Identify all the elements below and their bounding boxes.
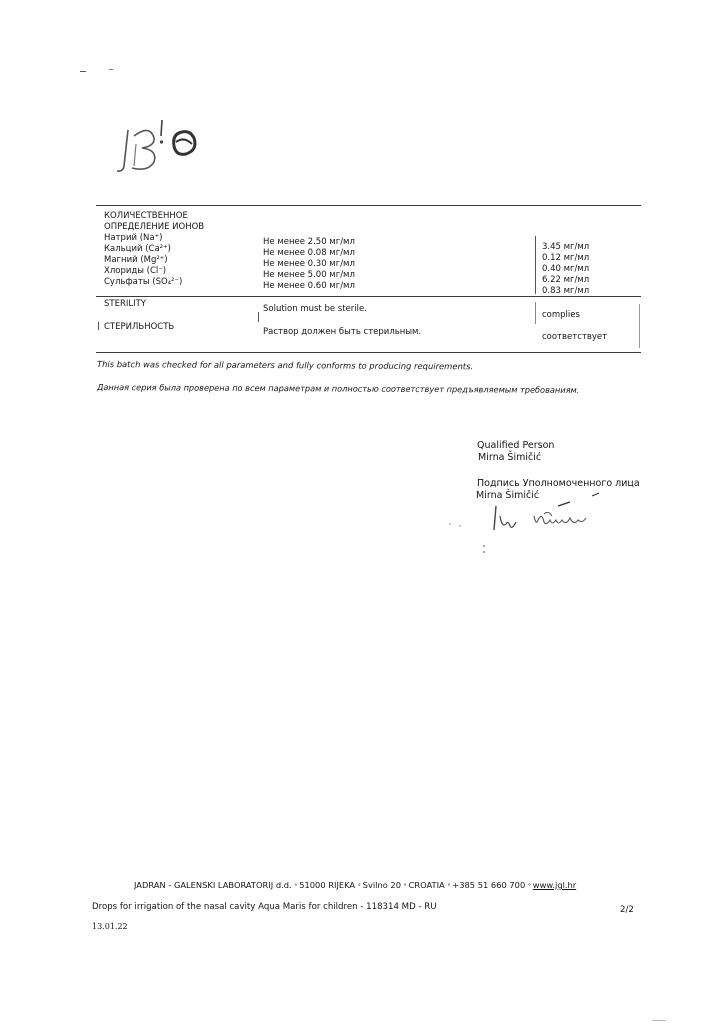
sterility-result-en: complies (542, 310, 580, 320)
scan-mark (80, 71, 86, 72)
table-top-rule (96, 205, 641, 206)
ion-name: Магний (Mg²⁺) (104, 255, 168, 265)
ion-result: 0.12 мг/мл (542, 253, 590, 263)
separator-dot: ° (403, 883, 409, 890)
ion-name: Хлориды (Cl⁻) (104, 266, 167, 276)
handwritten-signature (440, 486, 610, 558)
conclusion-ru: Данная серия была проверена по всем параметрам и полностью соответствует предъявляемым требованиям. (96, 382, 580, 395)
ion-requirement: Не менее 0.30 мг/мл (263, 259, 355, 269)
company-name: JADRAN - GALENSKI LABORATORIJ d.d. (134, 880, 292, 890)
page-number: 2/2 (620, 905, 634, 915)
company-address-line (134, 880, 576, 892)
ion-result: 0.83 мг/мл (542, 286, 590, 296)
table-edge-mark (98, 322, 99, 330)
table-column-divider (535, 302, 536, 324)
company-country: CROATIA (408, 880, 445, 890)
qualified-person-name: Mirna Šimičić (478, 452, 542, 463)
separator-dot: ° (447, 883, 453, 890)
separator-dot: ° (294, 883, 300, 890)
sterility-name-en: STERILITY (104, 299, 146, 309)
table-column-divider (258, 312, 259, 322)
conclusion-en: This batch was checked for all parameters and fully conforms to producing requirements. (96, 359, 474, 372)
ion-result: 3.45 мг/мл (542, 242, 590, 252)
ion-requirement: Не менее 5.00 мг/мл (263, 270, 355, 280)
sterility-requirement-ru: Раствор должен быть стерильным. (263, 327, 422, 337)
qualified-person-label: Qualified Person (477, 440, 555, 451)
ion-requirement: Не менее 0.08 мг/мл (263, 248, 355, 258)
company-city: 51000 RIJEKA (299, 880, 356, 890)
document-date: 13.01.22 (92, 922, 128, 931)
company-website: www.jgl.hr (532, 880, 577, 890)
ion-result: 0.40 мг/мл (542, 264, 590, 274)
product-line: Drops for irrigation of the nasal cavity Aqua Maris for children - 118314 MD - RU (92, 902, 437, 912)
sterility-result-ru: соответствует (542, 332, 608, 342)
group-title: КОЛИЧЕСТВЕННОЕ (104, 211, 188, 221)
sterility-name-ru: СТЕРИЛЬНОСТЬ (104, 322, 175, 332)
company-street: Svilno 20 (362, 880, 401, 890)
table-rule (96, 352, 641, 353)
ion-name: Кальций (Ca²⁺) (104, 244, 171, 254)
table-column-divider (535, 236, 536, 294)
company-logo (112, 116, 212, 178)
scan-mark (652, 1020, 666, 1021)
signature-name: Mirna Šimičić (476, 490, 540, 501)
ion-result: 6.22 мг/мл (542, 275, 590, 285)
ion-name: Натрий (Na⁺) (104, 233, 163, 243)
sterility-requirement-en: Solution must be sterile. (263, 304, 367, 314)
group-title: ОПРЕДЕЛЕНИЕ ИОНОВ (104, 222, 205, 232)
ion-requirement: Не менее 0.60 мг/мл (263, 281, 355, 291)
ion-requirement: Не менее 2.50 мг/мл (263, 237, 355, 247)
ion-name: Сульфаты (SO₄²⁻) (104, 277, 183, 287)
signature-label-ru: Подпись Уполномоченного лица (477, 478, 640, 489)
table-edge-mark (639, 304, 640, 348)
scan-mark (109, 69, 113, 70)
company-phone: +385 51 660 700 (452, 880, 526, 890)
separator-dot: ° (527, 883, 533, 890)
separator-dot: ° (357, 883, 363, 890)
